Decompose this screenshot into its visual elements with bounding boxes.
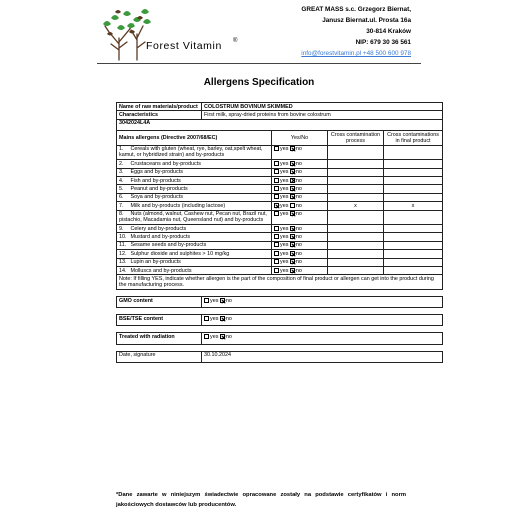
allergen-name: Sulphur dioxide and sulphites > 10 mg/kg [130, 250, 230, 257]
yes-checkbox[interactable] [274, 194, 279, 199]
cross-process-cell [328, 193, 384, 201]
no-label: no [295, 225, 302, 232]
yes-checkbox[interactable] [274, 251, 279, 256]
no-checkbox[interactable] [220, 316, 225, 321]
cross-final-cell: x [384, 202, 443, 210]
no-label: no [295, 160, 302, 167]
logo-wordmark: Forest Vitamin [146, 40, 222, 52]
yes-label: yes [280, 250, 289, 257]
no-label: no [295, 146, 302, 153]
yes-no-checkboxes [274, 186, 302, 192]
yes-checkbox[interactable] [274, 178, 279, 183]
yes-checkbox[interactable] [274, 226, 279, 231]
allergen-number: 2. [119, 160, 124, 167]
bse-row [117, 315, 443, 326]
material-value: COLOSTRUM BOVINUM SKIMMED [202, 103, 443, 111]
cross-process-cell [328, 258, 384, 266]
allergen-row [117, 267, 443, 275]
yes-label: yes [280, 177, 289, 184]
cross-process-cell [328, 225, 384, 233]
yes-no-checkboxes [274, 203, 302, 209]
no-checkbox[interactable] [290, 203, 295, 208]
cross-final-cell [384, 225, 443, 233]
allergen-name: Peanut and by-products [130, 185, 188, 192]
yes-label: yes [280, 169, 289, 176]
characteristics-value: First milk, spray-dried proteins from bovine colostrum [202, 111, 443, 119]
allergen-answer-cell [272, 225, 328, 233]
yes-label: yes [280, 242, 289, 249]
allergen-answer-cell [272, 176, 328, 184]
gmo-answer [202, 297, 443, 308]
allergen-answer-cell [272, 202, 328, 210]
yes-label: yes [280, 234, 289, 241]
cross-final-cell [384, 193, 443, 201]
allergen-name-cell [117, 168, 272, 176]
no-checkbox[interactable] [290, 211, 295, 216]
yes-no-checkboxes [204, 334, 232, 340]
no-checkbox[interactable] [290, 242, 295, 247]
no-checkbox[interactable] [290, 146, 295, 151]
cross-process-cell [328, 267, 384, 275]
no-label: no [295, 185, 302, 192]
yes-no-checkboxes [274, 146, 302, 152]
allergen-number: 5. [119, 185, 124, 192]
no-checkbox[interactable] [290, 234, 295, 239]
yes-checkbox[interactable] [274, 259, 279, 264]
company-line: GREAT MASS s.c. Grzegorz Biernat, [301, 6, 411, 13]
yes-checkbox[interactable] [274, 268, 279, 273]
no-checkbox[interactable] [290, 251, 295, 256]
material-label: Name of raw materials/product [117, 103, 202, 111]
batch-code: 3042024L4A [117, 119, 443, 130]
allergen-spec-table [116, 102, 443, 363]
yes-no-checkboxes [274, 234, 302, 240]
allergen-name: Nuts (almond, walnut, Cashew nut, Pecan nut, Brazil nut, pistachio, Macadamia nut, Queensland nut) and by-products [119, 211, 267, 224]
allergen-row [117, 160, 443, 168]
note-row [117, 275, 443, 290]
allergen-name: Cereals with gluten (wheat, rye, barley, oat,spelt wheat, kamut, or hybridized strain) and by-products [119, 146, 263, 159]
contact-link[interactable]: info@forestvitamin.pl +48 500 600 978 [301, 50, 411, 57]
allergen-number: 10. [119, 234, 127, 241]
no-label: no [295, 234, 302, 241]
cross-process-cell: x [328, 202, 384, 210]
allergen-answer-cell [272, 210, 328, 225]
spacer-cell [117, 326, 443, 333]
company-line: Janusz Biernat.ul. Prosta 16a [322, 17, 411, 24]
yes-no-checkboxes [274, 194, 302, 200]
cross-final-cell [384, 185, 443, 193]
header-divider [97, 63, 421, 64]
cross-process-cell [328, 250, 384, 258]
yes-checkbox[interactable] [204, 298, 209, 303]
no-checkbox[interactable] [290, 169, 295, 174]
company-address [191, 4, 411, 59]
yes-checkbox[interactable] [274, 186, 279, 191]
cross-final-cell [384, 176, 443, 184]
registered-mark: ® [233, 38, 238, 44]
cross-process-cell [328, 233, 384, 241]
no-label: no [295, 211, 302, 218]
allergen-name: Milk and by-products (including lactose) [130, 202, 226, 209]
allergen-number: 12. [119, 250, 127, 257]
yes-checkbox[interactable] [274, 242, 279, 247]
yes-label: yes [280, 225, 289, 232]
cross-final-cell [384, 160, 443, 168]
yes-no-checkboxes [274, 251, 302, 257]
no-checkbox[interactable] [290, 259, 295, 264]
allergen-answer-cell [272, 250, 328, 258]
no-checkbox[interactable] [290, 178, 295, 183]
spacer-cell [117, 290, 443, 297]
allergen-name: Fish and by-products [130, 177, 181, 184]
allergen-row [117, 145, 443, 160]
yes-checkbox[interactable] [274, 169, 279, 174]
allergen-row [117, 225, 443, 233]
yes-no-checkboxes [204, 298, 232, 304]
allergen-name-cell [117, 210, 272, 225]
radiation-row [117, 333, 443, 344]
no-label: no [295, 250, 302, 257]
no-checkbox[interactable] [290, 194, 295, 199]
yes-label: yes [280, 160, 289, 167]
allergen-name: Mustard and by-products [130, 234, 191, 241]
spacer-row [117, 326, 443, 333]
allergen-number: 1. [119, 146, 124, 153]
spacer-row [117, 290, 443, 297]
yes-label: yes [280, 146, 289, 153]
note-text: Note: If filling YES, indicate whether allergen is the part of the composition of final product or allergen can get into the product during the manufacturing process. [117, 275, 443, 290]
bse-answer [202, 315, 443, 326]
yes-no-checkboxes [274, 178, 302, 184]
allergen-row [117, 202, 443, 210]
no-checkbox[interactable] [220, 334, 225, 339]
yes-label: yes [280, 185, 289, 192]
no-label: no [225, 297, 232, 304]
yes-no-checkboxes [274, 242, 302, 248]
spacer-cell [117, 344, 443, 351]
yes-no-checkboxes [274, 226, 302, 232]
yes-no-checkboxes [274, 161, 302, 167]
no-checkbox[interactable] [290, 268, 295, 273]
allergen-name-cell [117, 233, 272, 241]
allergen-name-cell [117, 241, 272, 249]
allergen-answer-cell [272, 145, 328, 160]
allergen-row [117, 241, 443, 249]
cross-final-cell [384, 250, 443, 258]
yes-label: yes [210, 315, 219, 322]
allergen-number: 8. [119, 211, 124, 218]
allergen-number: 4. [119, 177, 124, 184]
allergen-answer-cell [272, 160, 328, 168]
cross-final-cell [384, 241, 443, 249]
allergen-name-cell [117, 185, 272, 193]
yes-label: yes [280, 259, 289, 266]
yes-checkbox[interactable] [204, 334, 209, 339]
yes-checkbox[interactable] [274, 203, 279, 208]
no-label: no [295, 242, 302, 249]
gmo-row [117, 297, 443, 308]
allergen-name: Sesame seeds and by-products [130, 242, 207, 249]
no-label: no [295, 259, 302, 266]
allergen-number: 11. [119, 242, 127, 249]
no-label: no [225, 334, 232, 340]
allergen-name-cell [117, 267, 272, 275]
yes-label: yes [210, 334, 219, 340]
yes-no-checkboxes [204, 316, 232, 322]
cross-final-cell [384, 258, 443, 266]
no-checkbox[interactable] [220, 298, 225, 303]
yes-label: yes [280, 211, 289, 218]
allergen-answer-cell [272, 258, 328, 266]
header-cross-process: Cross contamination process [328, 130, 384, 145]
company-line: NIP: 679 30 36 561 [355, 39, 411, 46]
no-checkbox[interactable] [290, 226, 295, 231]
cross-process-cell [328, 145, 384, 160]
cross-process-cell [328, 176, 384, 184]
cross-final-cell [384, 210, 443, 225]
allergen-name-cell [117, 193, 272, 201]
allergen-row [117, 193, 443, 201]
bse-label: BSE/TSE content [117, 315, 202, 326]
company-line: 30-814 Kraków [366, 28, 411, 35]
allergen-number: 6. [119, 194, 124, 201]
yes-no-checkboxes [274, 259, 302, 265]
cross-process-cell [328, 241, 384, 249]
no-checkbox[interactable] [290, 161, 295, 166]
allergen-row [117, 250, 443, 258]
yes-no-checkboxes [274, 211, 302, 217]
cross-process-cell [328, 168, 384, 176]
allergen-name-cell [117, 176, 272, 184]
cross-final-cell [384, 168, 443, 176]
date-label: Date, signature [117, 351, 202, 362]
no-label: no [295, 169, 302, 176]
spacer-row [117, 344, 443, 351]
no-label: no [225, 315, 232, 322]
cross-final-cell [384, 145, 443, 160]
allergen-answer-cell [272, 233, 328, 241]
no-label: no [295, 267, 302, 274]
yes-checkbox[interactable] [274, 146, 279, 151]
spacer-row [117, 308, 443, 315]
yes-label: yes [280, 194, 289, 201]
radiation-answer [202, 333, 443, 344]
no-label: no [295, 202, 302, 209]
allergen-answer-cell [272, 267, 328, 275]
allergen-number: 3. [119, 169, 124, 176]
cross-final-cell [384, 233, 443, 241]
header-yes-no: Yes/No [272, 130, 328, 145]
yes-checkbox[interactable] [274, 161, 279, 166]
yes-label: yes [280, 267, 289, 274]
date-value: 30.10.2024 [202, 351, 443, 362]
allergen-answer-cell [272, 241, 328, 249]
allergen-name: Molluscs and by-products [130, 267, 192, 274]
allergen-number: 13. [119, 259, 127, 266]
spacer-cell [117, 308, 443, 315]
allergen-answer-cell [272, 185, 328, 193]
yes-checkbox[interactable] [204, 316, 209, 321]
cross-process-cell [328, 185, 384, 193]
cross-final-cell [384, 267, 443, 275]
allergen-number: 7. [119, 202, 124, 209]
allergen-number: 14. [119, 267, 127, 274]
allergen-name: Celery and by-products [130, 225, 187, 232]
allergen-name: Eggs and by-products [130, 169, 183, 176]
yes-checkbox[interactable] [274, 211, 279, 216]
page-title: Allergens Specification [203, 77, 315, 88]
yes-no-checkboxes [274, 268, 302, 274]
header-cross-final: Cross contaminations in final product [384, 130, 443, 145]
yes-label: yes [280, 202, 289, 209]
yes-no-checkboxes [274, 169, 302, 175]
allergen-row [117, 210, 443, 225]
no-checkbox[interactable] [290, 186, 295, 191]
footnote: *Dane zawarte w niniejszym świadectwie opracowane zostały na podstawie certyfikatów i norm jakościowych dostawców lub producentów. [116, 492, 406, 508]
allergen-name-cell [117, 202, 272, 210]
no-label: no [295, 177, 302, 184]
allergen-name: Soya and by-products [130, 194, 183, 201]
allergen-name-cell [117, 225, 272, 233]
allergen-name-cell [117, 145, 272, 160]
allergen-name: Lupin an by-products [130, 259, 181, 266]
allergen-name: Crustaceans and by-products [130, 160, 201, 167]
gmo-label: GMO content [117, 297, 202, 308]
allergen-answer-cell [272, 193, 328, 201]
date-row [117, 351, 443, 362]
cross-process-cell [328, 210, 384, 225]
header-allergens: Mains allergens (Directive 2007/68/EC) [117, 130, 272, 145]
yes-label: yes [210, 297, 219, 304]
allergen-row [117, 185, 443, 193]
allergen-row [117, 176, 443, 184]
characteristics-label: Characteristics [117, 111, 202, 119]
allergen-row [117, 258, 443, 266]
allergen-name-cell [117, 250, 272, 258]
no-label: no [295, 194, 302, 201]
allergen-name-cell [117, 258, 272, 266]
allergen-number: 9. [119, 225, 124, 232]
allergen-row [117, 233, 443, 241]
radiation-label: Treated with radiation [117, 333, 202, 344]
allergen-answer-cell [272, 168, 328, 176]
allergen-name-cell [117, 160, 272, 168]
yes-checkbox[interactable] [274, 234, 279, 239]
cross-process-cell [328, 160, 384, 168]
allergen-row [117, 168, 443, 176]
